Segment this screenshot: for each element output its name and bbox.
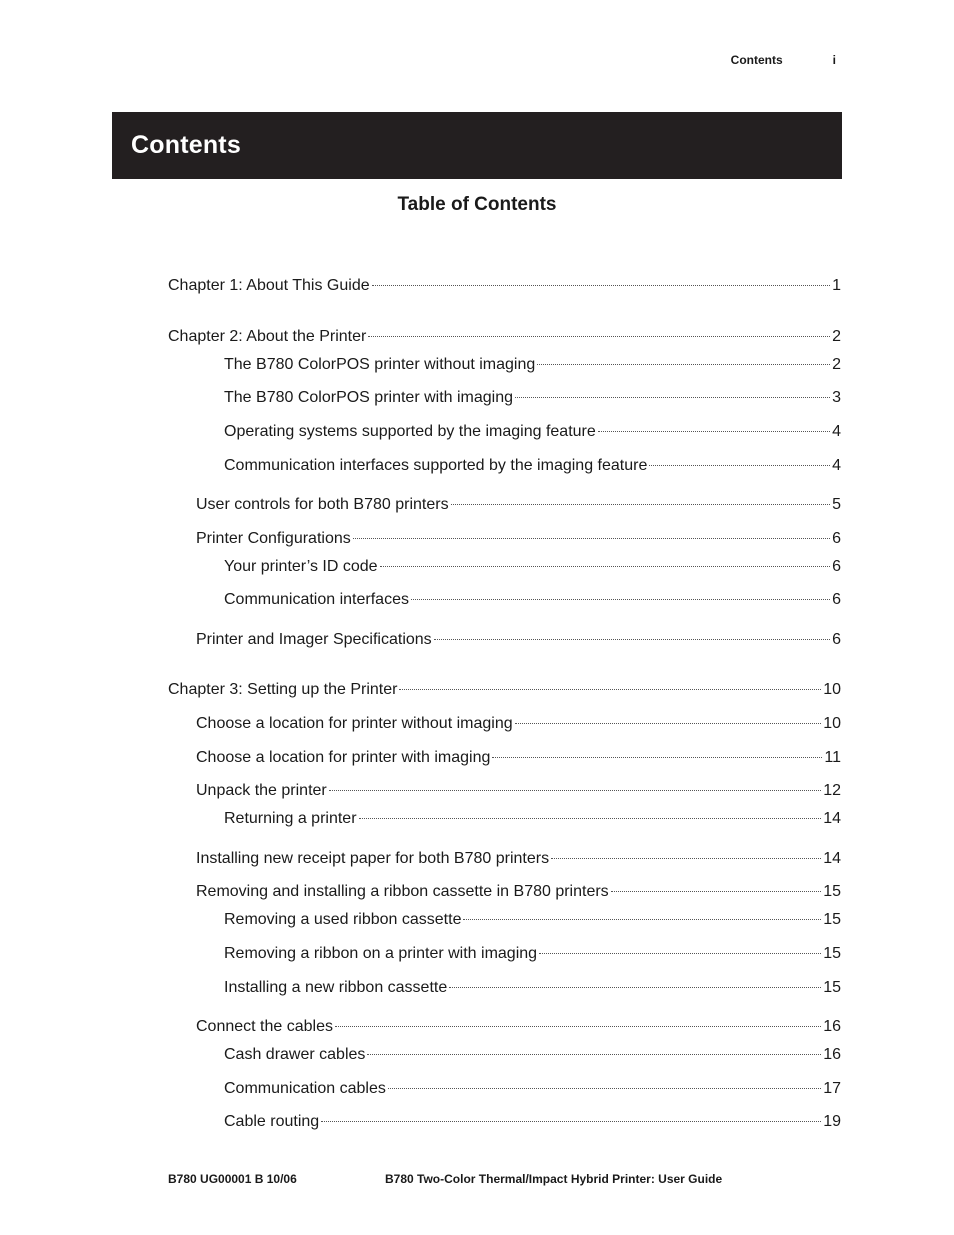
toc-leader xyxy=(367,1054,821,1055)
toc-entry-page: 14 xyxy=(823,810,841,827)
toc-entry-page: 2 xyxy=(832,328,841,345)
toc-entry-page: 6 xyxy=(832,530,841,547)
toc-leader xyxy=(611,891,822,892)
toc-entry-page: 12 xyxy=(823,782,841,799)
toc-entry[interactable] xyxy=(224,455,841,477)
toc-entry-title: Choose a location for printer without imaging xyxy=(196,715,513,732)
toc-leader xyxy=(539,953,821,954)
toc-entry-page: 15 xyxy=(823,883,841,900)
toc-entry-page: 11 xyxy=(824,749,841,766)
toc-leader xyxy=(335,1026,821,1027)
toc-entry[interactable] xyxy=(196,747,841,769)
toc-entry-page: 5 xyxy=(832,496,841,513)
toc-entry[interactable] xyxy=(224,1111,841,1133)
toc-leader xyxy=(329,790,821,791)
toc-leader xyxy=(399,689,821,690)
toc-entry-title: User controls for both B780 printers xyxy=(196,496,449,513)
toc-leader xyxy=(380,566,831,567)
toc-entry[interactable] xyxy=(196,881,841,903)
toc-entry-title: Chapter 1: About This Guide xyxy=(168,277,370,294)
toc-entry-page: 15 xyxy=(823,911,841,928)
toc-entry-title: Operating systems supported by the imaging feature xyxy=(224,423,596,440)
toc-entry[interactable] xyxy=(224,589,841,611)
toc-entry-title: Printer and Imager Specifications xyxy=(196,631,432,648)
toc-entry-page: 2 xyxy=(832,356,841,373)
toc-entry[interactable] xyxy=(168,326,841,348)
toc-entry-title: Communication interfaces supported by the imaging feature xyxy=(224,457,648,474)
toc-leader xyxy=(321,1121,821,1122)
banner-title: Contents xyxy=(131,131,241,159)
toc-entry[interactable] xyxy=(224,808,841,830)
toc-leader xyxy=(537,364,830,365)
toc-entry-title: Communication interfaces xyxy=(224,591,409,608)
running-header-section: Contents xyxy=(730,53,783,67)
toc-entry-page: 16 xyxy=(823,1018,841,1035)
toc-entry[interactable] xyxy=(168,679,841,701)
toc-entry-title: Chapter 3: Setting up the Printer xyxy=(168,681,398,698)
toc-entry-page: 19 xyxy=(823,1113,841,1130)
toc-entry[interactable] xyxy=(196,780,841,802)
toc-leader xyxy=(515,723,822,724)
toc-entry[interactable] xyxy=(196,713,841,735)
toc-entry-page: 15 xyxy=(823,945,841,962)
toc-entry[interactable] xyxy=(196,848,841,870)
toc-entry-page: 16 xyxy=(823,1046,841,1063)
toc-entry[interactable] xyxy=(196,629,841,651)
toc-heading: Table of Contents xyxy=(397,194,557,215)
toc-entry[interactable] xyxy=(168,275,841,297)
toc-leader xyxy=(449,987,821,988)
toc-leader xyxy=(463,919,821,920)
toc-entry[interactable] xyxy=(224,354,841,376)
toc-entry-title: The B780 ColorPOS printer without imaging xyxy=(224,356,536,373)
toc-entry[interactable] xyxy=(224,556,841,578)
toc-entry-title: Unpack the printer xyxy=(196,782,327,799)
toc-entry-title: Installing a new ribbon cassette xyxy=(224,979,448,996)
toc-entry[interactable] xyxy=(196,1016,841,1038)
toc-leader xyxy=(388,1088,821,1089)
toc-entry-page: 17 xyxy=(823,1080,841,1097)
toc-entry-page: 6 xyxy=(832,631,841,648)
toc-entry-title: Communication cables xyxy=(224,1080,386,1097)
toc-entry-page: 10 xyxy=(823,681,841,698)
toc-entry-page: 1 xyxy=(832,277,841,294)
toc-entry-page: 3 xyxy=(832,389,841,406)
toc-leader xyxy=(492,757,822,758)
toc-entry[interactable] xyxy=(196,494,841,516)
toc-entry-page: 6 xyxy=(832,591,841,608)
toc-entry-title: Chapter 2: About the Printer xyxy=(168,328,367,345)
running-header xyxy=(731,53,836,67)
toc-entry-title: The B780 ColorPOS printer with imaging xyxy=(224,389,514,406)
toc-leader xyxy=(451,504,831,505)
toc-entry-title: Cable routing xyxy=(224,1113,320,1130)
footer-doc-code: B780 UG00001 B 10/06 xyxy=(168,1172,297,1186)
footer-doc-title: B780 Two-Color Thermal/Impact Hybrid Printer: User Guide xyxy=(385,1172,723,1186)
toc-leader xyxy=(515,397,830,398)
toc-entry[interactable] xyxy=(196,528,841,550)
toc-entry[interactable] xyxy=(224,421,841,443)
toc-entry-page: 14 xyxy=(823,850,841,867)
toc-entry[interactable] xyxy=(224,1044,841,1066)
toc-entry-page: 4 xyxy=(832,457,841,474)
toc-entry-title: Your printer’s ID code xyxy=(224,558,378,575)
toc-leader xyxy=(372,285,830,286)
toc-leader xyxy=(598,431,830,432)
toc-entry[interactable] xyxy=(224,943,841,965)
toc-leader xyxy=(434,639,830,640)
toc-entry[interactable] xyxy=(224,977,841,999)
toc-entry-title: Printer Configurations xyxy=(196,530,351,547)
toc-entry-page: 15 xyxy=(823,979,841,996)
toc-leader xyxy=(353,538,830,539)
toc-entry-page: 10 xyxy=(823,715,841,732)
toc-leader xyxy=(359,818,822,819)
toc-entry-title: Removing a ribbon on a printer with imaging xyxy=(224,945,538,962)
toc-entry-page: 4 xyxy=(832,423,841,440)
toc-leader xyxy=(649,465,830,466)
toc-entry-title: Removing a used ribbon cassette xyxy=(224,911,462,928)
toc-leader xyxy=(368,336,830,337)
running-header-page-number: i xyxy=(832,53,836,67)
toc-entry-title: Installing new receipt paper for both B780 printers xyxy=(196,850,550,867)
toc-entry-title: Returning a printer xyxy=(224,810,357,827)
toc-entry-title: Removing and installing a ribbon cassette in B780 printers xyxy=(196,883,609,900)
chapter-banner xyxy=(112,112,842,179)
toc-entry-title: Connect the cables xyxy=(196,1018,333,1035)
toc-entry[interactable] xyxy=(224,387,841,409)
toc-entry-title: Cash drawer cables xyxy=(224,1046,366,1063)
toc-entry[interactable] xyxy=(224,909,841,931)
toc-entry[interactable] xyxy=(224,1078,841,1100)
toc-entry-title: Choose a location for printer with imaging xyxy=(196,749,491,766)
toc-leader xyxy=(551,858,821,859)
toc-entry-page: 6 xyxy=(832,558,841,575)
toc-leader xyxy=(411,599,830,600)
